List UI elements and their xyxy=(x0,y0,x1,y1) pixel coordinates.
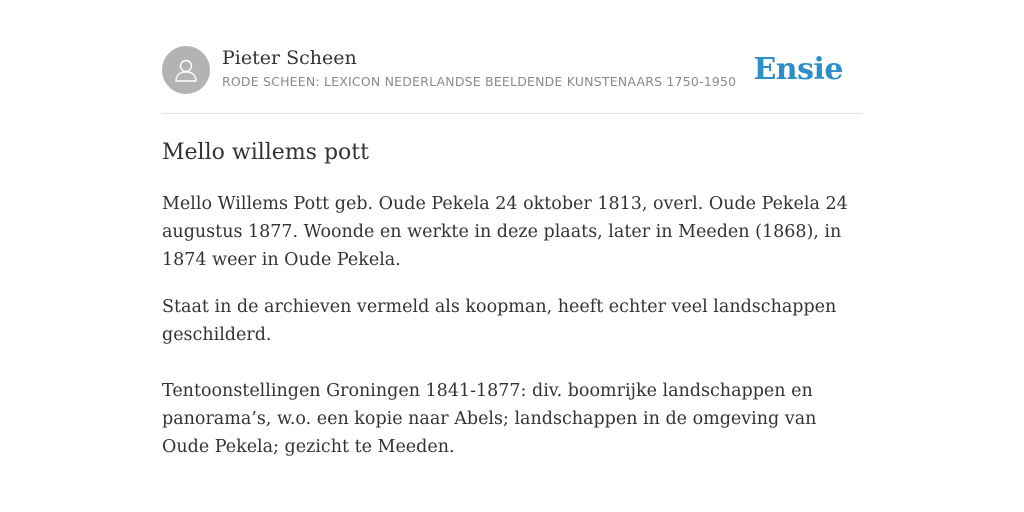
author-header xyxy=(162,46,862,96)
user-icon xyxy=(172,56,200,84)
brand-logo[interactable]: Ensie xyxy=(753,52,843,87)
article-paragraph: Tentoonstellingen Groningen 1841-1877: div. boomrijke landschappen en panorama’s, w.o. een kopie naar Abels; landschappen in de omgeving van Oude Pekela; gezicht te Meeden. xyxy=(162,381,817,457)
avatar[interactable] xyxy=(162,46,210,94)
article-paragraph: Mello Willems Pott geb. Oude Pekela 24 oktober 1813, overl. Oude Pekela 24 augustus 1877. Woonde en werkte in deze plaats, later in Meeden (1868), in 1874 weer in Oude Pekela. xyxy=(162,194,848,270)
article-paragraph: Staat in de archieven vermeld als koopman, heeft echter veel landschappen geschilderd. xyxy=(162,297,837,345)
article-title: Mello willems pott xyxy=(162,140,369,165)
divider xyxy=(162,113,862,114)
source-name[interactable]: RODE SCHEEN: LEXICON NEDERLANDSE BEELDENDE KUNSTENAARS 1750-1950 xyxy=(222,74,737,89)
author-name[interactable]: Pieter Scheen xyxy=(222,47,357,69)
